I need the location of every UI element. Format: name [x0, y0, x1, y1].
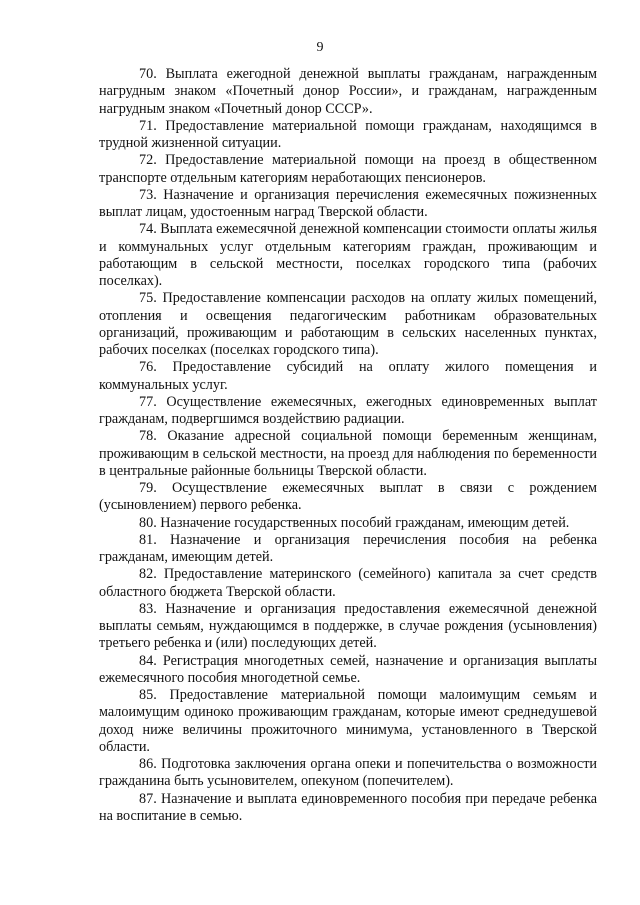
list-item-80: 80. Назначение государственных пособий гражданам, имеющим детей. — [139, 514, 570, 531]
list-item-78: 78. Оказание адресной социальной помощи беременным женщинам, проживающим в сельской местности, на проезд для наблюдения по беременности в центральные районные больницы Тверской области. — [99, 428, 597, 479]
list-item-70: 70. Выплата ежегодной денежной выплаты гражданам, награжденным нагрудным знаком «Почетный донор России», и гражданам, награжденным нагрудным знаком «Почетный донор СССР». — [99, 66, 597, 117]
list-item-82: 82. Предоставление материнского (семейного) капитала за счет средств областного бюджета Тверской области. — [99, 566, 597, 600]
list-item-77: 77. Осуществление ежемесячных, ежегодных единовременных выплат гражданам, подвергшимся воздействию радиации. — [99, 393, 597, 427]
list-item-72: 72. Предоставление материальной помощи на проезд в общественном транспорте отдельным категориям неработающих пенсионеров. — [99, 152, 597, 186]
list-item-87: 87. Назначение и выплата единовременного пособия при передаче ребенка на воспитание в семью. — [99, 790, 597, 824]
list-item-76: 76. Предоставление субсидий на оплату жилого помещения и коммунальных услуг. — [99, 359, 597, 393]
page-number: 9 — [316, 40, 324, 55]
list-item-86: 86. Подготовка заключения органа опеки и попечительства о возможности гражданина быть усыновителем, опекуном (попечителем). — [99, 756, 597, 790]
list-item-75: 75. Предоставление компенсации расходов на оплату жилых помещений, отопления и освещения педагогическим работникам образовательных организаций, проживающим и работающим в сельских населенных пунктах, рабочих поселках (поселках городского типа). — [99, 290, 597, 358]
list-item-74: 74. Выплата ежемесячной денежной компенсации стоимости оплаты жилья и коммунальных услуг отдельным категориям граждан, проживающим и работающим в сельской местности, поселках городского типа (рабочих поселках). — [99, 221, 597, 289]
list-item-71: 71. Предоставление материальной помощи гражданам, находящимся в трудной жизненной ситуации. — [99, 117, 597, 151]
document-body — [99, 66, 597, 825]
list-item-73: 73. Назначение и организация перечисления ежемесячных пожизненных выплат лицам, удостоенным наград Тверской области. — [99, 186, 597, 220]
list-item-83: 83. Назначение и организация предоставления ежемесячной денежной выплаты семьям, нуждающимся в поддержке, в случае рождения (усыновления) третьего ребенка и (или) последующих детей. — [99, 600, 597, 652]
list-item-81: 81. Назначение и организация перечисления пособия на ребенка гражданам, имеющим детей. — [99, 531, 597, 565]
list-item-79: 79. Осуществление ежемесячных выплат в связи с рождением (усыновлением) первого ребенка. — [99, 480, 597, 514]
list-item-84: 84. Регистрация многодетных семей, назначение и организация выплаты ежемесячного пособия многодетной семье. — [99, 652, 597, 686]
list-item-85: 85. Предоставление материальной помощи малоимущим семьям и малоимущим одиноко проживающим гражданам, которые имеют среднедушевой доход ниже величины прожиточного минимума, установленного в Тверской области. — [99, 687, 597, 755]
